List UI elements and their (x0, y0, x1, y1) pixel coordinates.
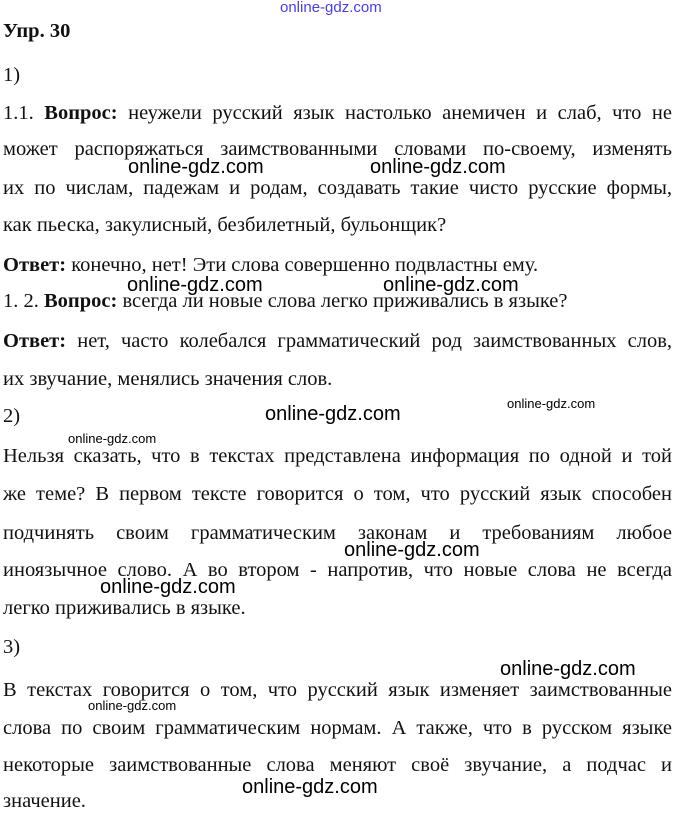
watermark: online-gdz.com (370, 156, 506, 178)
s2-line-4: иноязычное слово. А во втором - напротив, что новые слова не всегда (3, 559, 672, 581)
q1-line-2: может распоряжаться заимствованными словами по-своему, изменять (3, 138, 672, 160)
watermark: online-gdz.com (507, 396, 596, 411)
watermark: online-gdz.com (242, 776, 378, 798)
q1-label: 1.1. (3, 102, 45, 124)
s3-line-1: В текстах говорится о том, что русский язык изменяет заимствованные (3, 679, 672, 701)
watermark: online-gdz.com (127, 274, 263, 296)
q2-label: 1. 2. (3, 290, 44, 312)
watermark: online-gdz.com (265, 403, 401, 425)
s3-line-3: некоторые заимствованные слова меняют своё звучание, а подчас и (3, 754, 672, 776)
a1-answer-label: Ответ: (3, 254, 67, 276)
s2-line-1: Нельзя сказать, что в текстах представлена информация по одной и той (3, 445, 672, 467)
watermark: online-gdz.com (100, 576, 236, 598)
a2-line-2: их звучание, менялись значения слов. (3, 368, 333, 390)
watermark: online-gdz.com (500, 658, 636, 680)
q1-line-4: как пьеска, закулисный, безбилетный, бульонщик? (3, 214, 447, 236)
a1-text: конечно, нет! Эти слова совершенно подвластны ему. (66, 254, 539, 276)
a2-line-1 (3, 328, 672, 354)
q1-question-label: Вопрос: (44, 102, 118, 124)
s2-line-2: же теме? В первом тексте говорится о том, что русский язык способен (3, 483, 672, 505)
watermark: online-gdz.com (383, 274, 519, 296)
watermark: online-gdz.com (68, 431, 157, 446)
q2-question-label: Вопрос: (44, 290, 118, 312)
s3-line-2: слова по своим грамматическим нормам. А также, что в русском языке (3, 717, 672, 739)
exercise-title: Упр. 30 (3, 20, 71, 42)
a2-text-1: нет, часто колебался грамматический род заимствованных слов, (66, 330, 672, 352)
section1-marker: 1) (3, 64, 21, 86)
watermark: online-gdz.com (344, 539, 480, 561)
section3-marker: 3) (3, 636, 21, 658)
q1-text-1: неужели русский язык настолько анемичен и слаб, что не (117, 102, 673, 124)
q1-line-3: их по числам, падежам и родам, создавать такие чисто русские формы, (3, 177, 672, 199)
watermark: online-gdz.com (128, 156, 264, 178)
q2-text: всегда ли новые слова легко приживались в языке? (117, 290, 568, 312)
a2-answer-label: Ответ: (3, 330, 67, 352)
section2-marker: 2) (3, 405, 21, 427)
watermark: online-gdz.com (88, 698, 177, 713)
s3-line-4: значение. (3, 790, 86, 812)
watermark-top: online-gdz.com (280, 0, 382, 16)
q1-line-1 (3, 100, 672, 126)
s2-line-3: подчинять своим грамматическим законам и требованиям любое (3, 522, 672, 544)
s2-line-5: легко приживались в языке. (3, 597, 246, 619)
